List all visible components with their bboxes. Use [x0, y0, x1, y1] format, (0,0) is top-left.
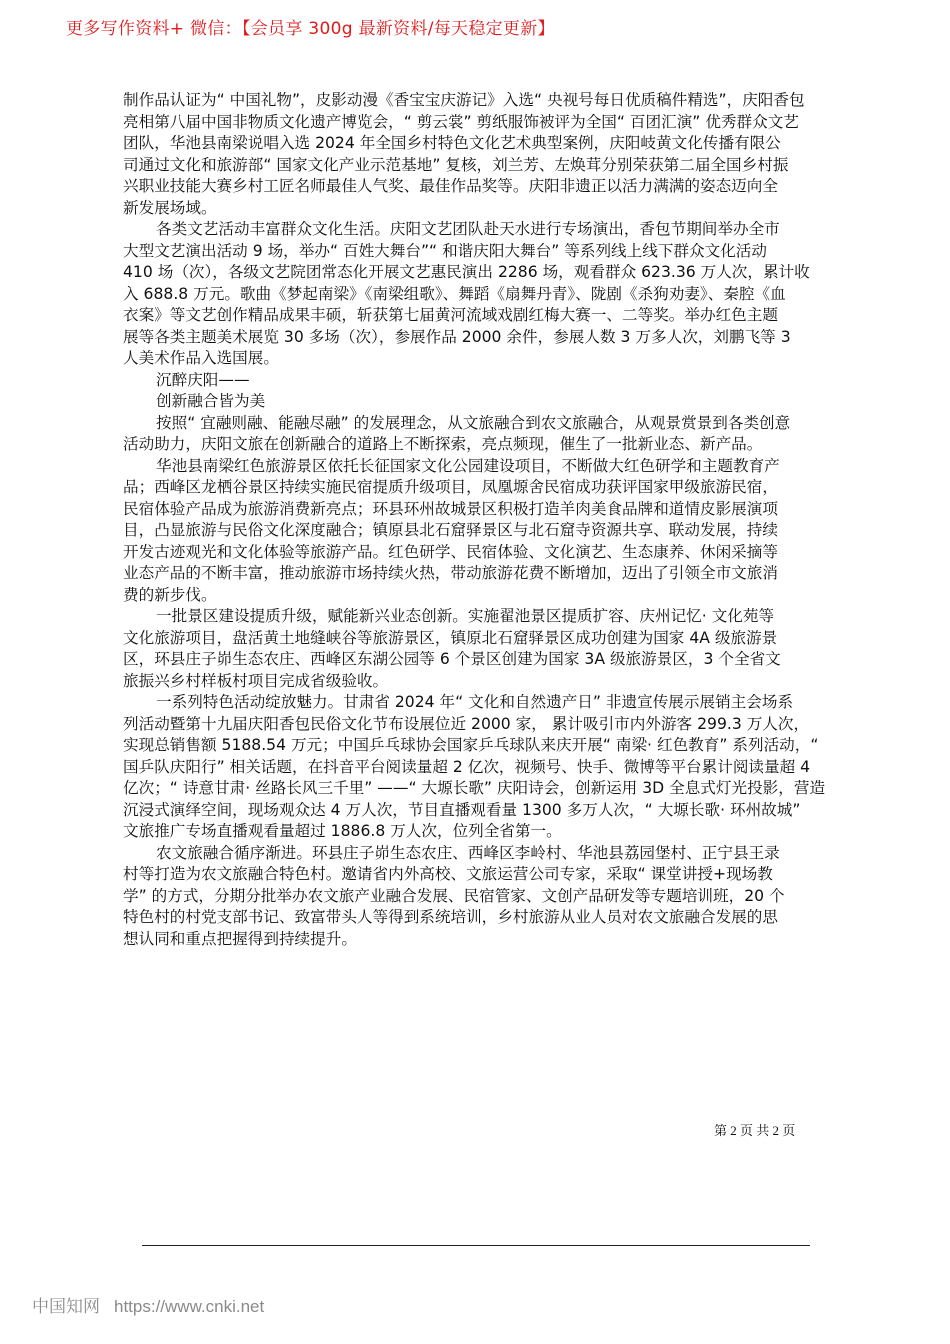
text-line: 品；西峰区龙栖谷景区持续实施民宿提质升级项目，凤凰塬舍民宿成功获评国家甲级旅游民宿，	[123, 478, 778, 496]
article-body	[123, 90, 835, 950]
text-line: 列活动暨第十九届庆阳香包民俗文化节布设展位近 2000 家， 累计吸引市内外游客 299.3 万人次，	[123, 714, 810, 733]
paragraph	[123, 456, 835, 607]
text-line: 410 场（次），各级文艺院团常态化开展文艺惠民演出 2286 场，观看群众 623.36 万人次，累计收	[123, 263, 810, 281]
text-line: 创新融合皆为美	[156, 392, 266, 410]
text-line: 衣案》等文艺创作精品成果丰硕，斩获第七届黄河流域戏剧红梅大赛一、二等奖。举办红色主题	[123, 306, 778, 324]
paragraph	[123, 90, 835, 219]
text-line: 学” 的方式，分期分批举办农文旅产业融合发展、民宿管家、文创产品研发等专题培训班，20 个	[123, 886, 785, 905]
paragraph	[123, 843, 835, 951]
paragraph	[123, 413, 835, 456]
text-line: 各类文艺活动丰富群众文化生活。庆阳文艺团队赴天水进行专场演出，香包节期间举办全市	[156, 220, 780, 238]
text-line: 展等各类主题美术展览 30 多场（次），参展作品 2000 余件，参展人数 3 万多人次，刘鹏飞等 3	[123, 327, 791, 346]
text-line: 特色村的村党支部书记、致富带头人等得到系统培训，乡村旅游从业人员对农文旅融合发展的思	[123, 908, 778, 926]
paragraph	[123, 370, 835, 392]
text-line: 人美术作品入选国展。	[123, 349, 279, 367]
text-line: 大型文艺演出活动 9 场，举办“ 百姓大舞台”“ 和谐庆阳大舞台” 等系列线上线下群众文化活动	[123, 241, 767, 260]
text-line: 团队，华池县南梁说唱入选 2024 年全国乡村特色文化艺术典型案例，庆阳岐黄文化传播有限公	[123, 134, 781, 152]
text-line: 入 688.8 万元。歌曲《梦起南梁》《南梁组歌》、舞蹈《扇舞丹青》、陇剧《杀狗劝妻》、秦腔《血	[123, 284, 786, 303]
text-line: 司通过文化和旅游部“ 国家文化产业示范基地” 复核，刘兰芳、左焕茸分别荣获第二届全国乡村振	[123, 155, 789, 174]
text-line: 亿次；“ 诗意甘肃· 丝路长风三千里” ——“ 大塬长歌” 庆阳诗会，创新运用 3D 全息式灯光投影，营造	[123, 779, 826, 797]
text-line: 想认同和重点把握得到持续提升。	[123, 929, 357, 948]
text-line: 旅振兴乡村样板村项目完成省级验收。	[123, 671, 389, 690]
footer-url[interactable]: https://www.cnki.net	[114, 1297, 265, 1316]
page-number: 第 2 页 共 2 页	[714, 1123, 796, 1138]
text-line: 华池县南梁红色旅游景区依托长征国家文化公园建设项目，不断做大红色研学和主题教育产	[156, 456, 780, 475]
text-line: 文旅推广专场直播观看量超过 1886.8 万人次，位列全省第一。	[123, 822, 562, 840]
promo-banner: 更多写作资料+ 微信：【会员享 300g 最新资料/每天稳定更新】	[66, 19, 555, 39]
text-line: 业态产品的不断丰富，推动旅游市场持续火热，带动旅游花费不断增加，迈出了引领全市文旅消	[123, 564, 778, 582]
text-line: 农文旅融合循序渐进。环县庄子峁生态农庄、西峰区李岭村、华池县荔园堡村、正宁县王录	[156, 843, 780, 862]
text-line: 区，环县庄子峁生态农庄、西峰区东湖公园等 6 个景区创建为国家 3A 级旅游景区，3 个全省文	[123, 650, 781, 668]
text-line: 目，凸显旅游与民俗文化深度融合；镇原县北石窟驿景区与北石窟寺资源共享、联动发展，持续	[123, 521, 778, 539]
text-line: 一批景区建设提质升级，赋能新兴业态创新。实施翟池景区提质扩容、庆州记忆· 文化苑等	[156, 607, 775, 625]
text-line: 按照“ 宜融则融、能融尽融” 的发展理念，从文旅融合到农文旅融合，从观景赏景到各类创意	[156, 413, 791, 432]
text-line: 文化旅游项目，盘活黄土地缝峡谷等旅游景区，镇原北石窟驿景区成功创建为国家 4A 级旅游景	[123, 628, 778, 647]
text-line: 沉醉庆阳——	[156, 370, 250, 389]
text-line: 新发展场域。	[123, 198, 217, 217]
footer-divider	[142, 1245, 810, 1246]
text-line: 活动助力，庆阳文旅在创新融合的道路上不断探索，亮点频现，催生了一批新业态、新产品。	[123, 435, 763, 453]
text-line: 兴职业技能大赛乡村工匠名师最佳人气奖、最佳作品奖等。庆阳非遗正以活力满满的姿态迈向全	[123, 177, 778, 195]
paragraph	[123, 219, 835, 370]
text-line: 沉浸式演绎空间，现场观众达 4 万人次，节目直播观看量 1300 多万人次，“ 大塬长歌· 环州故城”	[123, 800, 801, 819]
text-line: 制作品认证为“ 中国礼物”，皮影动漫《香宝宝庆游记》入选“ 央视号每日优质稿件精选”，庆阳香包	[123, 91, 805, 109]
text-line: 一系列特色活动绽放魅力。甘肃省 2024 年“ 文化和自然遗产日” 非遗宣传展示展销主会场系	[156, 693, 794, 711]
text-line: 民宿体验产品成为旅游消费新亮点；环县环州故城景区积极打造羊肉美食品牌和道情皮影展演项	[123, 499, 778, 518]
text-line: 实现总销售额 5188.54 万元；中国乒乓球协会国家乒乓球队来庆开展“ 南梁· 红色教育” 系列活动，“	[123, 736, 819, 754]
text-line: 村等打造为农文旅融合特色村。邀请省内外高校、文旅运营公司专家，采取“ 课堂讲授+现场教	[123, 865, 773, 883]
text-line: 亮相第八届中国非物质文化遗产博览会，“ 剪云裳” 剪纸服饰被评为全国“ 百团汇演” 优秀群众文艺	[123, 112, 799, 131]
text-line: 开发古迹观光和文化体验等旅游产品。红色研学、民宿体验、文化演艺、生态康养、休闲采摘等	[123, 542, 778, 561]
paragraph	[123, 606, 835, 692]
paragraph	[123, 391, 835, 413]
text-line: 费的新步伐。	[123, 585, 217, 604]
footer-watermark	[32, 1292, 264, 1317]
text-line: 国乒队庆阳行” 相关话题，在抖音平台阅读量超 2 亿次，视频号、快手、微博等平台累计阅读量超 4	[123, 757, 811, 776]
paragraph	[123, 692, 835, 843]
footer-site-name: 中国知网	[32, 1297, 100, 1316]
